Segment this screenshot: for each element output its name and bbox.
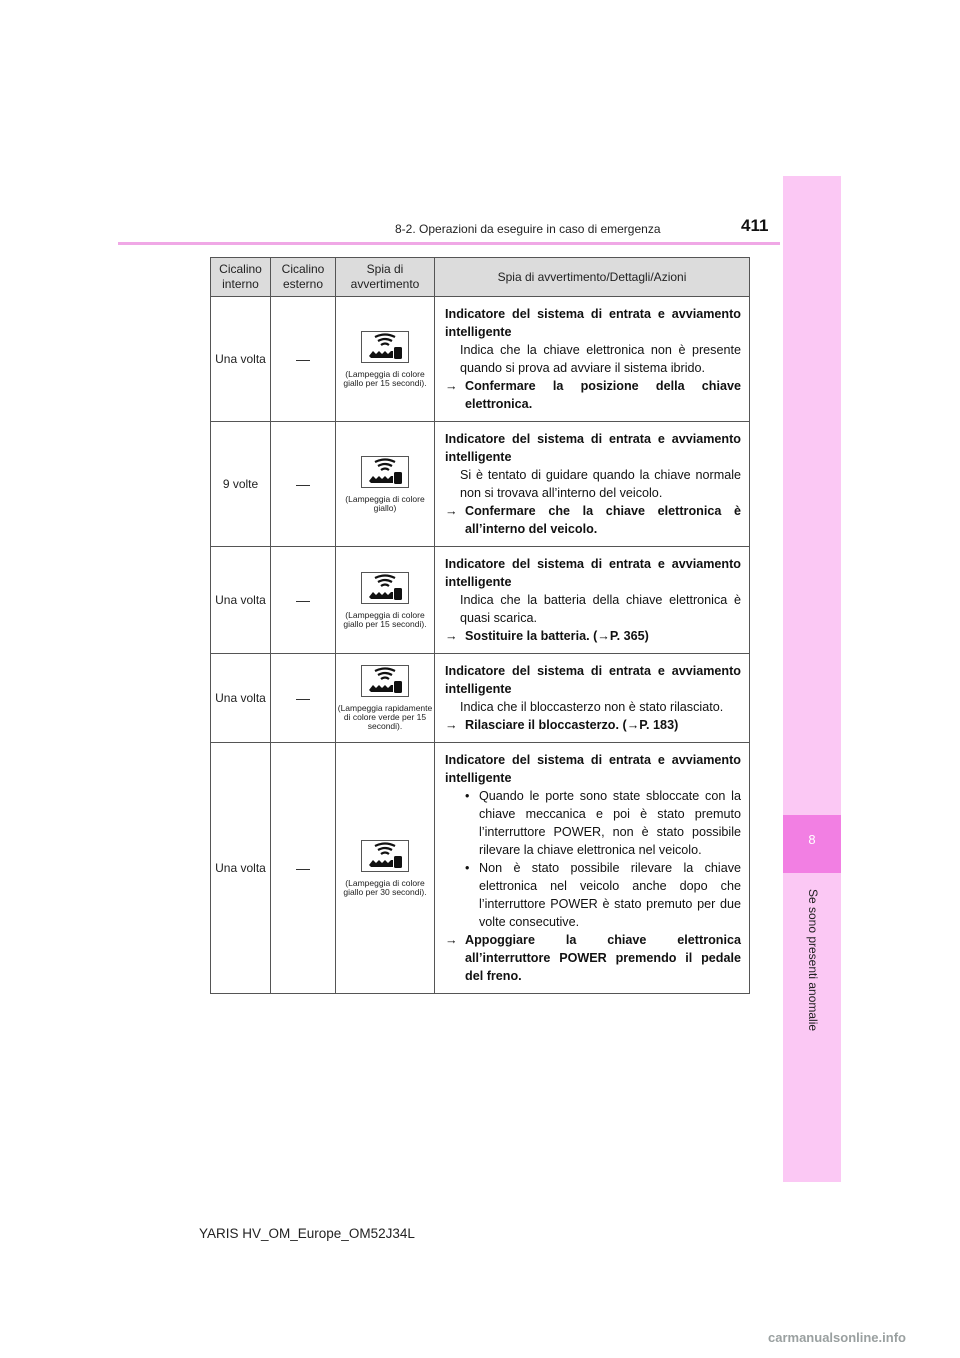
warning-light-caption: (Lampeggia di colore giallo per 15 secondi). — [343, 368, 427, 388]
internal-buzzer-cell: Una volta — [211, 654, 271, 743]
indicator-action — [445, 627, 741, 645]
column-header-external-buzzer: Cicalino esterno — [271, 258, 336, 297]
bullet-item — [445, 787, 741, 859]
arrow-icon: → — [445, 504, 458, 518]
action-text: Confermare che la chiave elettronica è all’interno del veicolo. — [465, 504, 741, 536]
indicator-action — [445, 931, 741, 985]
indicator-description: Indica che la batteria della chiave elettronica è quasi scarica. — [460, 593, 741, 625]
action-text: Rilasciare il bloccasterzo. (→P. 183) — [465, 718, 679, 732]
table-header-row — [211, 258, 750, 297]
arrow-icon: → — [445, 629, 458, 643]
smart-key-warning-icon — [361, 456, 409, 488]
bullet-icon: • — [465, 789, 470, 803]
internal-buzzer-cell: 9 volte — [211, 422, 271, 547]
column-header-details-actions: Spia di avvertimento/Dettagli/Azioni — [435, 258, 750, 297]
details-cell — [435, 422, 750, 547]
external-buzzer-cell: — — [271, 743, 336, 994]
external-buzzer-cell: — — [271, 547, 336, 654]
warning-light-cell — [336, 547, 435, 654]
column-header-internal-buzzer: Cicalino interno — [211, 258, 271, 297]
table-row — [211, 422, 750, 547]
internal-buzzer-cell: Una volta — [211, 297, 271, 422]
external-buzzer-cell: — — [271, 654, 336, 743]
warning-light-caption: (Lampeggia di colore giallo per 30 secondi). — [343, 877, 427, 897]
footer-model-code: YARIS HV_OM_Europe_OM52J34L — [199, 1226, 415, 1241]
table-row — [211, 547, 750, 654]
details-cell — [435, 743, 750, 994]
arrow-icon: → — [445, 379, 458, 393]
table-row — [211, 743, 750, 994]
internal-buzzer-cell: Una volta — [211, 547, 271, 654]
indicator-description: Indica che la chiave elettronica non è presente quando si prova ad avviare il sistema ibrido. — [460, 343, 741, 375]
warning-light-cell — [336, 422, 435, 547]
table-row — [211, 654, 750, 743]
indicator-action — [445, 716, 741, 734]
column-header-warning-light: Spia di avvertimento — [336, 258, 435, 297]
bullet-text: Non è stato possibile rilevare la chiave elettronica nel veicolo anche dopo che l’interruttore POWER è stato premuto per due volte consecutive. — [479, 861, 741, 929]
indicator-title: Indicatore del sistema di entrata e avviamento intelligente — [445, 307, 741, 339]
bullet-item — [445, 859, 741, 931]
bullet-icon: • — [465, 861, 470, 875]
smart-key-warning-icon — [361, 331, 409, 363]
details-cell — [435, 547, 750, 654]
section-title: 8-2. Operazioni da eseguire in caso di emergenza — [395, 222, 661, 236]
external-buzzer-cell: — — [271, 297, 336, 422]
details-cell — [435, 654, 750, 743]
action-text: Confermare la posizione della chiave elettronica. — [465, 379, 741, 411]
chapter-title: Se sono presenti anomalie — [806, 888, 820, 1032]
indicator-description: Indica che il bloccasterzo non è stato rilasciato. — [460, 700, 724, 714]
warning-buzzer-table — [210, 257, 750, 994]
arrow-icon: → — [445, 718, 458, 732]
watermark: carmanualsonline.info — [768, 1330, 906, 1345]
warning-light-cell — [336, 743, 435, 994]
chapter-number: 8 — [808, 832, 816, 847]
bullet-text: Quando le porte sono state sbloccate con la chiave meccanica e poi è stato premuto l’interruttore POWER, non è stato possibile rilevare la chiave elettronica nel veicolo. — [479, 789, 741, 857]
smart-key-warning-icon — [361, 665, 409, 697]
details-cell — [435, 297, 750, 422]
indicator-title: Indicatore del sistema di entrata e avviamento intelligente — [445, 753, 741, 785]
smart-key-warning-icon — [361, 572, 409, 604]
warning-light-caption: (Lampeggia rapidamente di colore verde per 15 secondi). — [337, 703, 433, 731]
table-row — [211, 297, 750, 422]
page-number: 411 — [741, 216, 769, 235]
indicator-title: Indicatore del sistema di entrata e avviamento intelligente — [445, 664, 741, 696]
arrow-icon: → — [445, 933, 458, 947]
indicator-description: Si è tentato di guidare quando la chiave normale non si trovava all’interno del veicolo. — [460, 468, 741, 500]
header-rule — [118, 242, 780, 245]
external-buzzer-cell: — — [271, 422, 336, 547]
action-text: Appoggiare la chiave elettronica all’interruttore POWER premendo il pedale del freno. — [465, 933, 741, 983]
indicator-action — [445, 377, 741, 413]
smart-key-warning-icon — [361, 840, 409, 872]
indicator-title: Indicatore del sistema di entrata e avviamento intelligente — [445, 432, 741, 464]
internal-buzzer-cell: Una volta — [211, 743, 271, 994]
warning-light-cell — [336, 654, 435, 743]
warning-light-cell — [336, 297, 435, 422]
action-text: Sostituire la batteria. (→P. 365) — [465, 629, 649, 643]
chapter-side-tab — [783, 176, 841, 1182]
indicator-action — [445, 502, 741, 538]
warning-light-caption: (Lampeggia di colore giallo) — [345, 493, 425, 513]
warning-light-caption: (Lampeggia di colore giallo per 15 secondi). — [343, 609, 427, 629]
indicator-title: Indicatore del sistema di entrata e avviamento intelligente — [445, 557, 741, 589]
